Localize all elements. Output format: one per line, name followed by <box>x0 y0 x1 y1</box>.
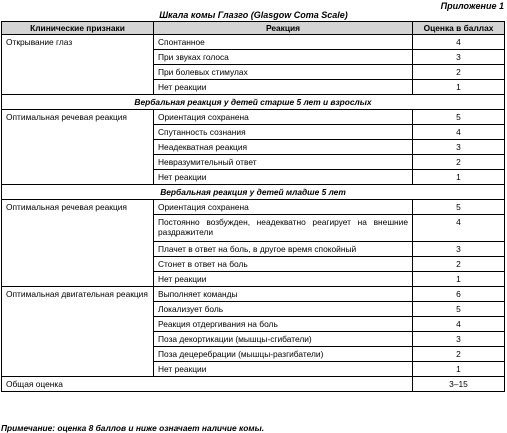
reaction-cell: Постоянно возбужден, неадекватно реагирует на внешние раздражители <box>154 215 413 242</box>
score-cell: 1 <box>413 80 505 95</box>
score-cell: 4 <box>413 125 505 140</box>
score-cell: 4 <box>413 35 505 50</box>
footnote: Примечание: оценка 8 баллов и ниже означает наличие комы. <box>1 423 265 433</box>
total-label: Общая оценка <box>2 377 413 392</box>
section-heading-row <box>2 95 505 110</box>
score-cell: 2 <box>413 155 505 170</box>
score-cell: 1 <box>413 170 505 185</box>
header-reaction: Реакция <box>154 22 413 35</box>
reaction-cell: Нет реакции <box>154 170 413 185</box>
table-row <box>2 110 505 125</box>
score-cell: 2 <box>413 257 505 272</box>
reaction-cell: Спутанность сознания <box>154 125 413 140</box>
reaction-cell: Невразумительный ответ <box>154 155 413 170</box>
reaction-cell: Нет реакции <box>154 272 413 287</box>
reaction-cell: Стонет в ответ на боль <box>154 257 413 272</box>
reaction-cell: Неадекватная реакция <box>154 140 413 155</box>
reaction-cell: Реакция отдергивания на боль <box>154 317 413 332</box>
reaction-cell: Нет реакции <box>154 362 413 377</box>
score-cell: 5 <box>413 200 505 215</box>
section-heading-verbal-child: Вербальная реакция у детей младше 5 лет <box>2 185 505 200</box>
reaction-cell: Поза декортикации (мышцы-сгибатели) <box>154 332 413 347</box>
reaction-cell: Ориентация сохранена <box>154 200 413 215</box>
table-row <box>2 200 505 215</box>
header-clinical-signs: Клинические признаки <box>2 22 154 35</box>
glasgow-coma-scale-table <box>1 21 505 392</box>
reaction-cell: При болевых стимулах <box>154 65 413 80</box>
sign-verbal-child: Оптимальная речевая реакция <box>2 200 154 287</box>
section-heading-verbal-adult: Вербальная реакция у детей старше 5 лет и взрослых <box>2 95 505 110</box>
sign-motor: Оптимальная двигательная реакция <box>2 287 154 377</box>
table-title: Шкала комы Глазго (Glasgow Coma Scale) <box>159 10 348 20</box>
score-cell: 5 <box>413 110 505 125</box>
reaction-cell: При звуках голоса <box>154 50 413 65</box>
appendix-label: Приложение 1 <box>440 1 504 11</box>
score-cell: 5 <box>413 302 505 317</box>
table-row <box>2 287 505 302</box>
reaction-cell: Поза децеребрации (мышцы-разгибатели) <box>154 347 413 362</box>
header-score: Оценка в баллах <box>413 22 505 35</box>
score-cell: 2 <box>413 65 505 80</box>
reaction-cell: Плачет в ответ на боль, в другое время спокойный <box>154 242 413 257</box>
score-cell: 3 <box>413 332 505 347</box>
reaction-cell: Нет реакции <box>154 80 413 95</box>
score-cell: 3 <box>413 242 505 257</box>
reaction-cell: Локализует боль <box>154 302 413 317</box>
reaction-cell: Спонтанное <box>154 35 413 50</box>
total-score: 3–15 <box>413 377 505 392</box>
total-row <box>2 377 505 392</box>
reaction-cell: Ориентация сохранена <box>154 110 413 125</box>
sign-verbal-adult: Оптимальная речевая реакция <box>2 110 154 185</box>
section-heading-row <box>2 185 505 200</box>
score-cell: 2 <box>413 347 505 362</box>
score-cell: 1 <box>413 272 505 287</box>
sign-eye-opening: Открывание глаз <box>2 35 154 95</box>
score-cell: 6 <box>413 287 505 302</box>
score-cell: 3 <box>413 140 505 155</box>
reaction-cell: Выполняет команды <box>154 287 413 302</box>
score-cell: 1 <box>413 362 505 377</box>
score-cell: 3 <box>413 50 505 65</box>
score-cell: 4 <box>413 317 505 332</box>
table-row <box>2 35 505 50</box>
table-header-row <box>2 22 505 35</box>
score-cell: 4 <box>413 215 505 242</box>
